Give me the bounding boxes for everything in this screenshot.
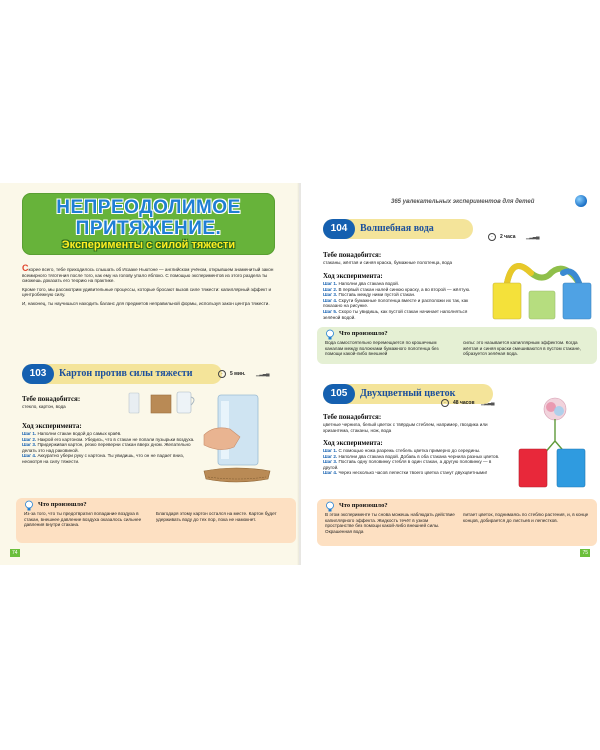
- step-item: Шаг 4. Через несколько часов лепестки твоего цветка станут двухцветными!: [323, 470, 488, 476]
- experiment-title: Волшебная вода: [360, 223, 434, 234]
- measuring-cup-icon: [177, 392, 191, 413]
- page-number: 74: [12, 550, 18, 556]
- chapter-intro: [22, 263, 280, 310]
- steps-heading: Ход эксперимента:: [22, 422, 82, 430]
- book-spread: [0, 183, 600, 565]
- step-item: Шаг 2. Накрой его картоном. Убедись, что в стакан не попали пузырьки воздуха.: [22, 436, 195, 442]
- needs-heading: Тебе понадобится:: [22, 395, 81, 403]
- experiment-number: 105: [323, 384, 355, 404]
- glass-icon: [129, 393, 139, 413]
- result-text-col2: Благодаря этому картон остался на месте. Картон будет удерживать воду до тех пор, пока не намокнет.: [156, 511, 277, 522]
- result-heading: Что произошло?: [339, 330, 388, 337]
- clock-icon: ·: [218, 370, 226, 378]
- drop-cap: С: [22, 263, 29, 273]
- intro-paragraph: И, наконец, ты научишься находить баланс для предметов неправильной формы, используя закон центра тяжести.: [22, 300, 270, 306]
- experiment-title: Картон против силы тяжести: [59, 368, 193, 379]
- chapter-subtitle: Эксперименты с силой тяжести: [61, 239, 236, 251]
- clock-icon: ·: [441, 399, 449, 407]
- steps-list: [323, 281, 483, 320]
- result-text-col2: питает цветок, поднимаясь по стеблю растения, и, в конце концов, добирается до листьев и лепестков.: [463, 512, 589, 523]
- result-text-col1: Вода самостоятельно перемещается по крошечным каналам между волокнами бумажного полотенца без помощи какой-либо внешней: [325, 340, 439, 357]
- needs-text: цветные чернила, белый цветок с твёрдым стеблем, например, гвоздика или хризантема, стаканы, нож, вода: [323, 422, 488, 433]
- experiment-title: Двухцветный цветок: [360, 388, 456, 399]
- experiment-time: 48 часов: [453, 400, 475, 406]
- result-text-col1: В этом эксперименте ты снова можешь наблюдать действие капиллярного эффекта. Жидкость течёт в узком пространстве без помощи какой-либо внешней силы. Окрашенная вода: [325, 512, 455, 534]
- materials-illustration: [125, 389, 205, 415]
- globe-icon: [575, 195, 587, 207]
- intro-paragraph: Скорее всего, тебе приходилось слышать об Исааке Ньютоне — английском учёном, открывшем знаменитый закон всемирного тяготения после того, как ему на голову упало яблоко. С помощью экспериментов из этого раздела ты сможешь доказать его теорию на практике.: [22, 263, 274, 284]
- result-box: [317, 327, 597, 364]
- step-item: Шаг 2. Наполни два стакана водой. Добавь в оба стакана чернила разных цветов.: [323, 453, 500, 459]
- difficulty-icon: ▁▂▃▄: [481, 400, 495, 406]
- needs-text: стаканы, жёлтая и синяя краска, бумажные полотенца, вода: [323, 260, 453, 265]
- series-title: 365 увлекательных экспериментов для детей: [391, 199, 535, 205]
- needs-heading: Тебе понадобится:: [323, 413, 382, 421]
- step-item: Шаг 1. Наполни стакан водой до самых краёв.: [22, 431, 122, 436]
- left-page: [0, 183, 299, 565]
- experiment-time: 2 часа: [500, 234, 516, 240]
- needs-text: стекло, картон, вода: [22, 404, 66, 409]
- result-heading: Что произошло?: [38, 501, 87, 508]
- difficulty-icon: ▁▂▃▄: [526, 234, 540, 240]
- two-color-flower-photo: [505, 395, 595, 490]
- result-text-col2: силы: это называется капиллярным эффектом. Когда жёлтая и синяя краски смешиваются в пустом стакане, образуется зелёная вода.: [463, 340, 581, 357]
- steps-list: [22, 431, 202, 465]
- experiment-header: [22, 364, 222, 384]
- experiment-number: 104: [323, 219, 355, 239]
- glass-experiment-photo: [196, 391, 276, 491]
- step-item: Шаг 3. Поставь между ними пустой стакан.: [323, 292, 416, 298]
- page-number: 75: [582, 550, 588, 556]
- step-item: Шаг 3. Поставь одну половинку стебля в один стакан, а другую половинку — в другой.: [323, 459, 492, 470]
- right-page: [301, 183, 600, 565]
- steps-list: [323, 448, 503, 476]
- result-box: [317, 499, 597, 546]
- result-box: [16, 498, 296, 543]
- step-item: Шаг 3. Придерживая картон, резко переверни стакан вверх дном. Желательно делать это над раковиной.: [22, 442, 191, 453]
- colored-water-photo: [489, 253, 599, 323]
- result-text-col1: Из-за того, что ты предотвратил попадание воздуха в стакан, внешнее давление воздуха оказалось сильнее давления внутри стакана.: [24, 511, 142, 528]
- experiment-time: 5 мин.: [230, 371, 246, 377]
- step-item: Шаг 1. Наполни два стакана водой.: [323, 281, 400, 286]
- step-item: Шаг 4. Аккуратно убери руку с картона. Ты увидишь, что он не падает вниз, несмотря на силу тяжести.: [22, 453, 184, 464]
- result-heading: Что произошло?: [339, 502, 388, 509]
- step-item: Шаг 4. Скрути бумажные полотенца вместе и расположи их так, как показано на рисунке.: [323, 297, 469, 309]
- step-item: Шаг 2. В первый стакан налей синюю краску, а во второй — жёлтую.: [323, 286, 471, 292]
- needs-heading: Тебе понадобится:: [323, 251, 382, 259]
- step-item: Шаг 1. С помощью ножа разрежь стебель цветка примерно до середины.: [323, 448, 481, 453]
- experiment-header: [323, 219, 473, 239]
- chapter-title-box: [22, 193, 275, 255]
- clock-icon: ·: [488, 233, 496, 241]
- cardboard-icon: [151, 395, 171, 413]
- difficulty-icon: ▁▂▃▄: [256, 371, 270, 377]
- steps-heading: Ход эксперимента:: [323, 439, 383, 447]
- chapter-title: НЕПРЕОДОЛИМОЕ ПРИТЯЖЕНИЕ.: [56, 197, 241, 239]
- intro-paragraph: Кроме того, мы рассмотрим удивительные процессы, которые бросают вызов силе тяжести: капиллярный эффект и центробежную силу.: [22, 286, 272, 298]
- experiment-number: 103: [22, 364, 54, 384]
- steps-heading: Ход эксперимента:: [323, 272, 383, 280]
- step-item: Шаг 5. Скоро ты увидишь, как пустой стакан начинает наполняться зелёной водой.: [323, 308, 468, 320]
